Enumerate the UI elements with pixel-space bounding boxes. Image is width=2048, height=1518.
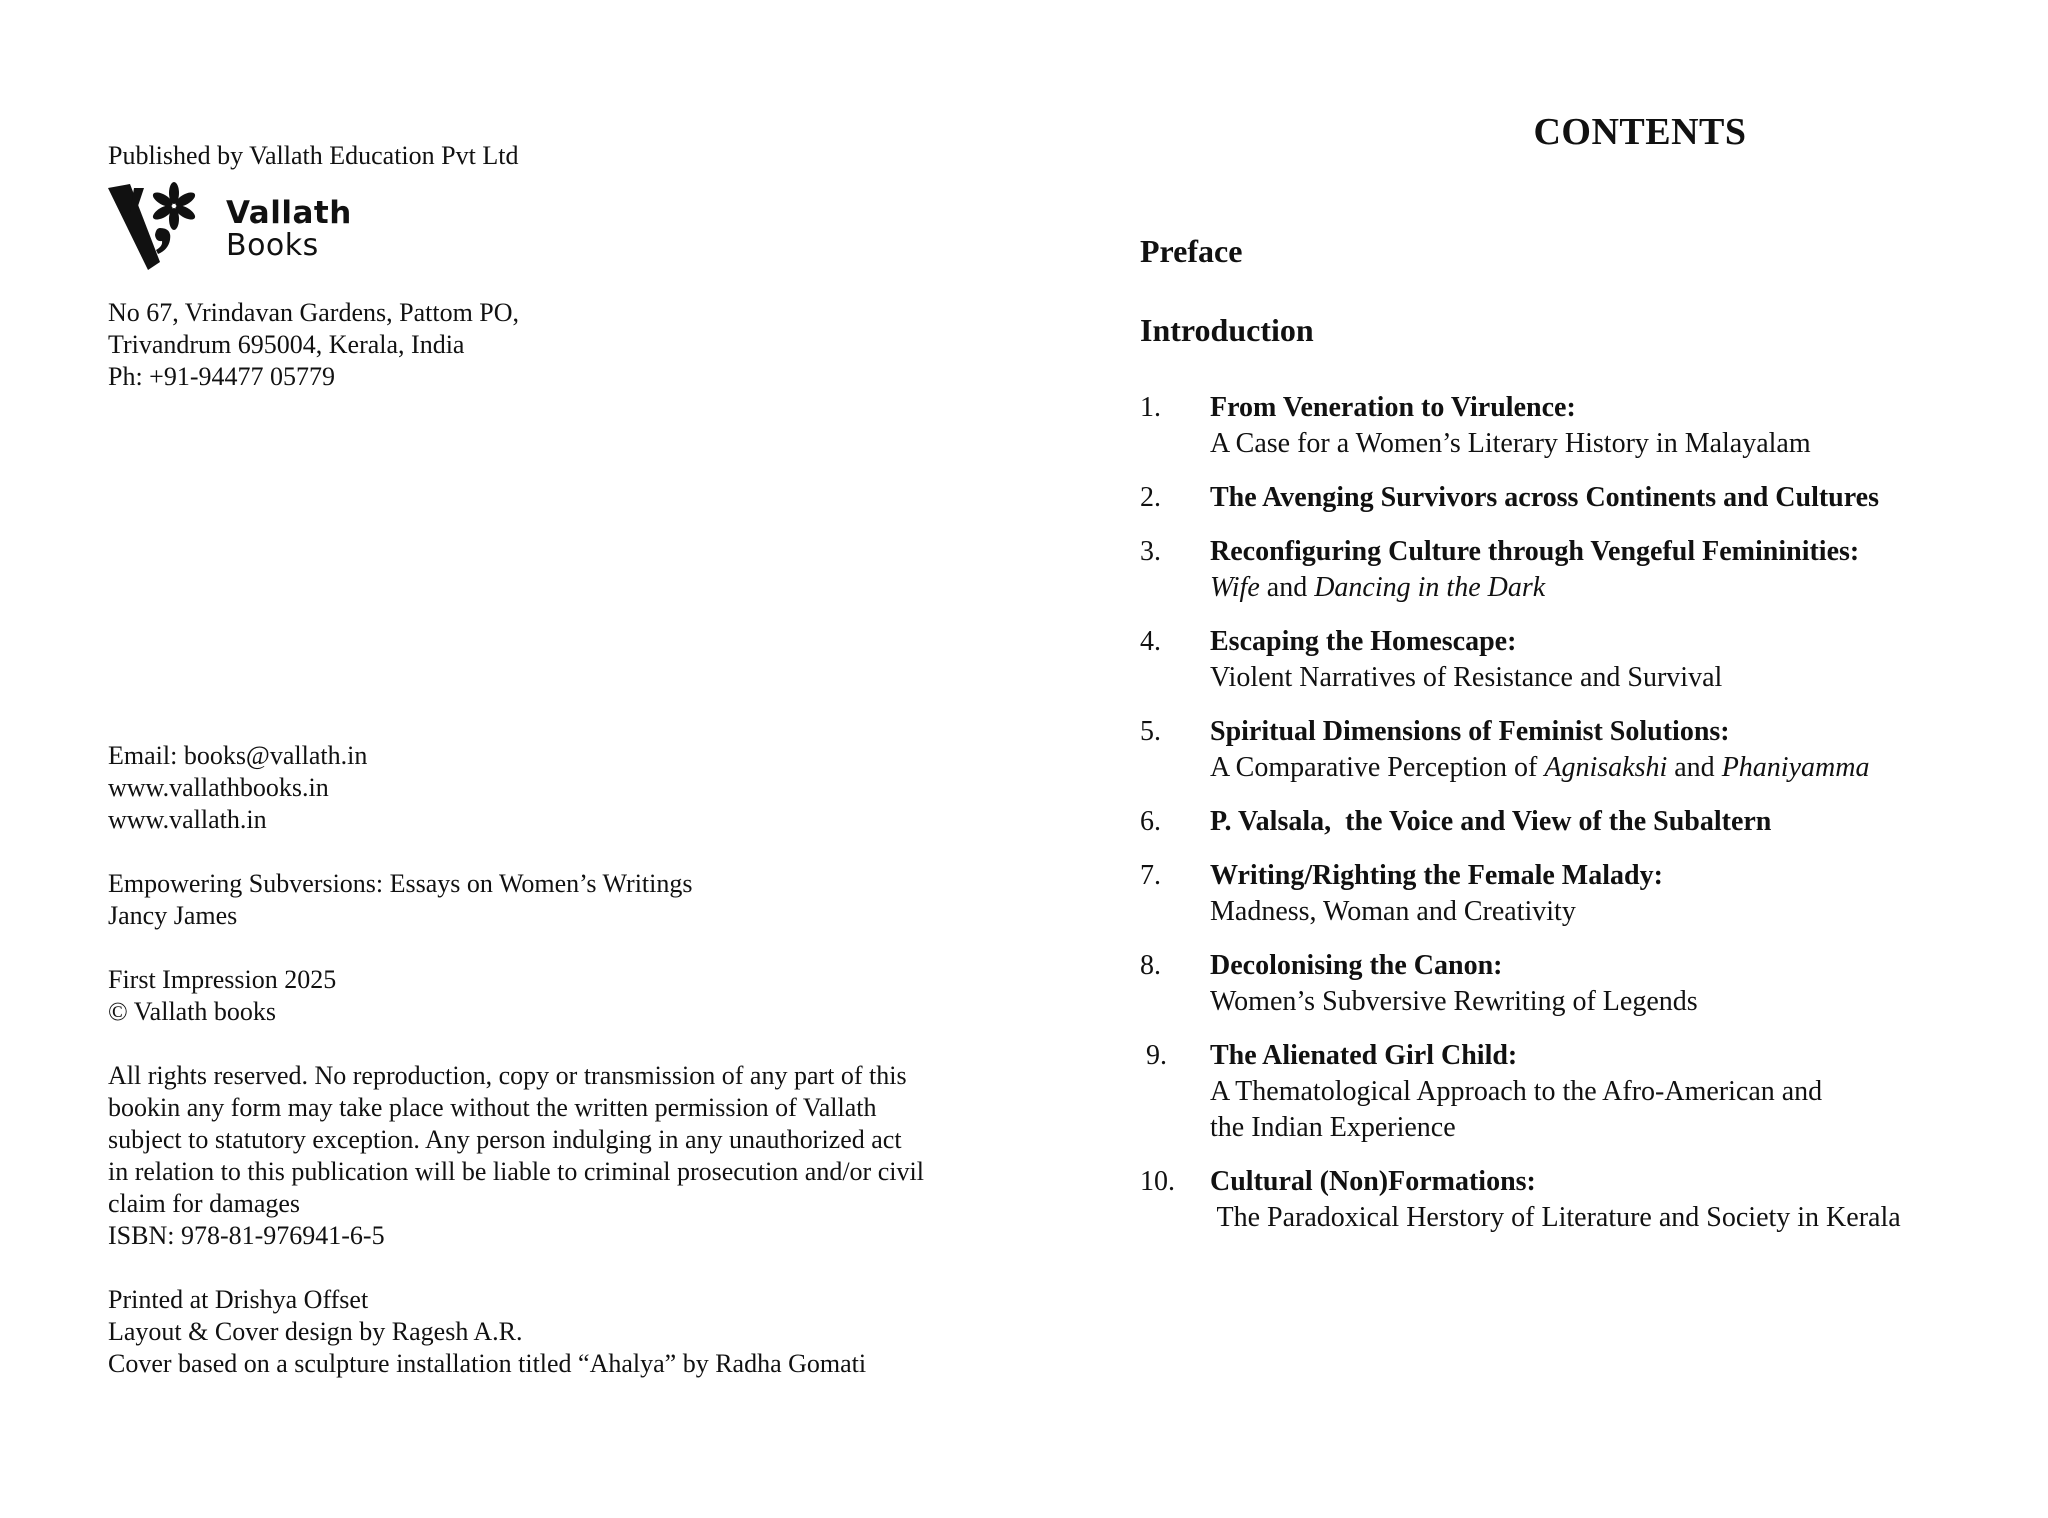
toc-item: [1140, 948, 2000, 1020]
toc-subtitle: Violent Narratives of Resistance and Survival: [1210, 662, 1723, 693]
toc-list: [1140, 390, 2000, 1254]
isbn: ISBN: 978-81-976941-6-5: [108, 1221, 385, 1250]
toc-item: [1140, 858, 2000, 930]
toc-subtitle: the Indian Experience: [1210, 1112, 1456, 1143]
rights-text: bookin any form may take place without the written permission of Vallath: [108, 1093, 877, 1122]
toc-title: Spiritual Dimensions of Feminist Solutions:: [1210, 716, 1730, 747]
rights-text: claim for damages: [108, 1189, 301, 1218]
impression: First Impression 2025: [108, 965, 337, 994]
toc-number: 3.: [1140, 536, 1161, 567]
author: Jancy James: [108, 901, 238, 930]
toc-number: 6.: [1140, 806, 1161, 837]
toc-item: [1140, 1164, 2000, 1236]
imprint-page: [108, 140, 1008, 393]
logo-name: Vallath: [226, 195, 352, 231]
toc-number: 9.: [1146, 1040, 1167, 1071]
toc-title: P. Valsala, the Voice and View of the Subaltern: [1210, 806, 1772, 837]
toc-number: 4.: [1140, 626, 1161, 657]
toc-number: 2.: [1140, 482, 1161, 513]
rights-text: in relation to this publication will be liable to criminal prosecution and/or civil: [108, 1157, 924, 1186]
website-2: www.vallath.in: [108, 805, 267, 834]
toc-subtitle: Women’s Subversive Rewriting of Legends: [1210, 986, 1698, 1017]
published-by: Published by Vallath Education Pvt Ltd: [108, 141, 519, 170]
contact-block: [108, 740, 1008, 1380]
address-line: No 67, Vrindavan Gardens, Pattom PO,: [108, 298, 520, 327]
toc-item: [1140, 714, 2000, 786]
toc-preface: Preface: [1140, 233, 1243, 269]
book-title: Empowering Subversions: Essays on Women’s Writings: [108, 869, 693, 898]
toc-title: The Alienated Girl Child:: [1210, 1040, 1518, 1071]
toc-number: 1.: [1140, 392, 1161, 423]
toc-title: Cultural (Non)Formations:: [1210, 1166, 1536, 1197]
rights-text: All rights reserved. No reproduction, copy or transmission of any part of this: [108, 1061, 907, 1090]
contents-heading: CONTENTS: [1533, 111, 1747, 153]
toc-subtitle: A Comparative Perception of Agnisakshi and Phaniyamma: [1210, 752, 1870, 783]
toc-item: [1140, 804, 2000, 840]
toc-number: 7.: [1140, 860, 1161, 891]
rights-text: subject to statutory exception. Any person indulging in any unauthorized act: [108, 1125, 902, 1154]
cover-credit: Cover based on a sculpture installation titled “Ahalya” by Radha Gomati: [108, 1349, 867, 1378]
layout-credit: Layout & Cover design by Ragesh A.R.: [108, 1317, 523, 1346]
vallath-logo-icon: [108, 182, 218, 274]
toc-subtitle: A Thematological Approach to the Afro-American and: [1210, 1076, 1823, 1107]
toc-title: The Avenging Survivors across Continents and Cultures: [1210, 482, 1879, 513]
toc-item: [1140, 480, 2000, 516]
toc-number: 8.: [1140, 950, 1161, 981]
toc-subtitle: Wife and Dancing in the Dark: [1210, 572, 1546, 603]
toc-item: [1140, 390, 2000, 462]
toc-subtitle: Madness, Woman and Creativity: [1210, 896, 1576, 927]
toc-title: Decolonising the Canon:: [1210, 950, 1503, 981]
toc-title: Escaping the Homescape:: [1210, 626, 1517, 657]
phone: Ph: +91-94477 05779: [108, 362, 336, 391]
toc-number: 10.: [1140, 1166, 1175, 1197]
address: [108, 297, 1008, 393]
printed-at: Printed at Drishya Offset: [108, 1285, 369, 1314]
copyright: © Vallath books: [108, 997, 277, 1026]
publisher-logo: [108, 182, 1008, 274]
address-line: Trivandrum 695004, Kerala, India: [108, 330, 465, 359]
toc-item: [1140, 624, 2000, 696]
toc-subtitle: A Case for a Women’s Literary History in Malayalam: [1210, 428, 1811, 459]
toc-title: Writing/Righting the Female Malady:: [1210, 860, 1663, 891]
email: Email: books@vallath.in: [108, 741, 368, 770]
website-1: www.vallathbooks.in: [108, 773, 329, 802]
toc-item: [1140, 534, 2000, 606]
toc-title: Reconfiguring Culture through Vengeful Femininities:: [1210, 536, 1860, 567]
toc-introduction: Introduction: [1140, 312, 1314, 348]
toc-number: 5.: [1140, 716, 1161, 747]
toc-title: From Veneration to Virulence:: [1210, 392, 1576, 423]
toc-item: [1140, 1038, 2000, 1146]
logo-sub: Books: [226, 228, 319, 263]
toc-subtitle: The Paradoxical Herstory of Literature and Society in Kerala: [1210, 1202, 1901, 1233]
